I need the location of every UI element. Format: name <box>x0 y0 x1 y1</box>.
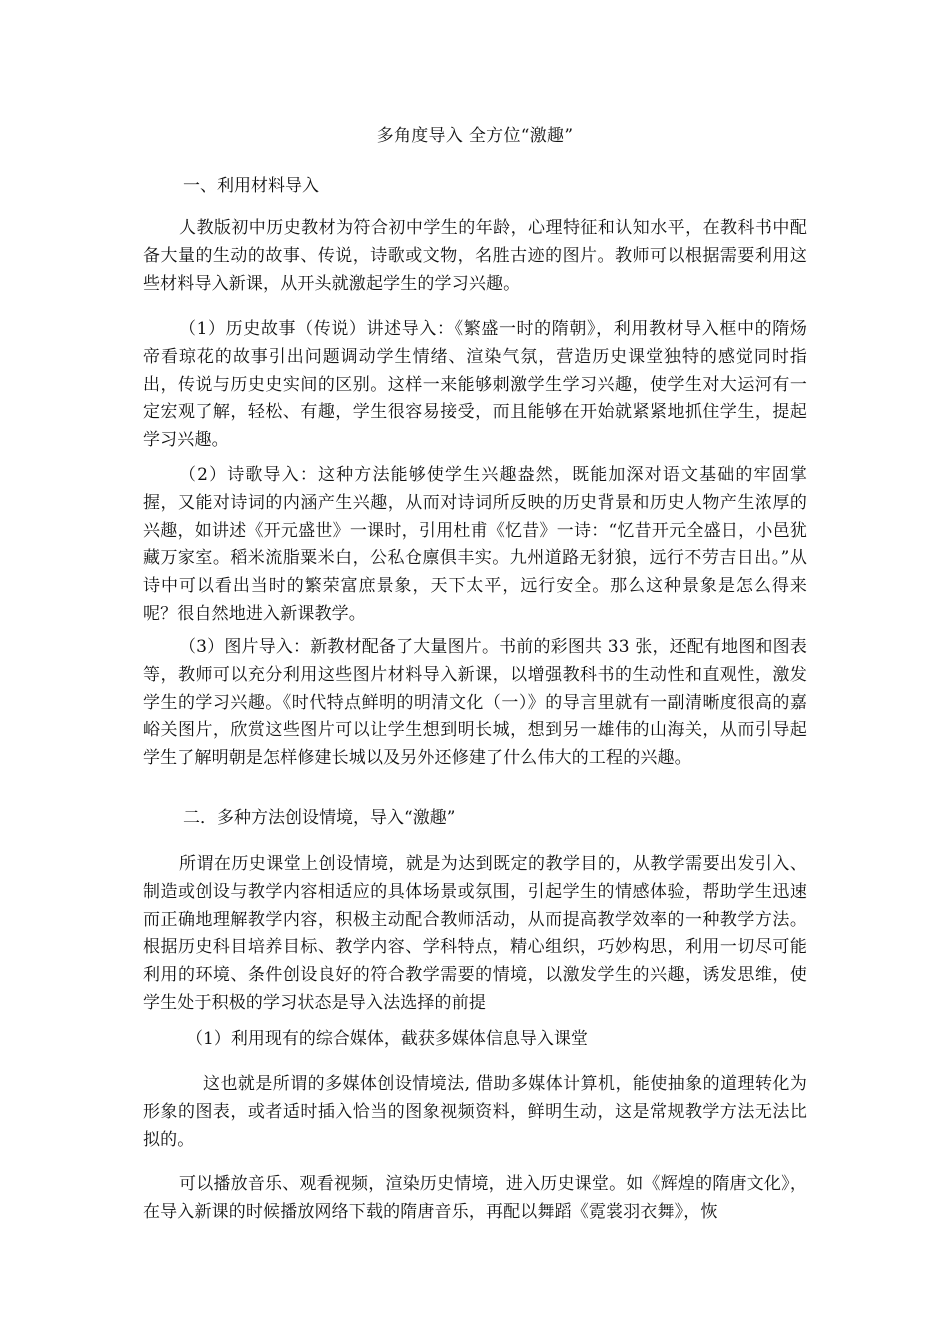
paragraph-situation-intro: 所谓在历史课堂上创设情境，就是为达到既定的教学目的，从教学需要出发引入、制造或创设与教学内容相适应的具体场景或氛围，引起学生的情感体验，帮助学生迅速而正确地理解教学内容，积极主动配合教师活动，从而提高教学效率的一种教学方法。根据历史科目培养目标、教学内容、学科特点，精心组织，巧妙构思，利用一切尽可能利用的环境、条件创设良好的符合教学需要的情境，以激发学生的兴趣，诱发思维，使学生处于积极的学习状态是导入法选择的前提 <box>143 854 807 1013</box>
sub-heading-multimedia: （1）利用现有的综合媒体，截获多媒体信息导入课堂 <box>186 1029 588 1049</box>
paragraph-poetry-import: （2）诗歌导入：这种方法能够使学生兴趣盎然，既能加深对语文基础的牢固掌握，又能对诗词的内涵产生兴趣，从而对诗词所反映的历史背景和历史人物产生浓厚的兴趣，如讲述《开元盛世》一课时，引用杜甫《忆昔》一诗：“忆昔开元全盛日，小邑犹藏万家室。稻米流脂粟米白，公私仓廪俱丰实。九州道路无豺狼，远行不劳吉日出。”从诗中可以看出当时的繁荣富庶景象，天下太平，远行安全。那么这种景象是怎么得来呢？很自然地进入新课教学。 <box>143 465 807 624</box>
paragraph-story-import: （1）历史故事（传说）讲述导入：《繁盛一时的隋朝》，利用教材导入框中的隋炀帝看琼花的故事引出问题调动学生情绪、渲染气氛，营造历史课堂独特的感觉同时指出，传说与历史史实间的区别。这样一来能够刺激学生学习兴趣，使学生对大运河有一定宏观了解，轻松、有趣，学生很容易接受，而且能够在开始就紧紧地抓住学生，提起学习兴趣。 <box>143 319 807 451</box>
document-title: 多角度导入 全方位“激趣” <box>376 126 574 146</box>
paragraph-music-video: 可以播放音乐、观看视频，渲染历史情境，进入历史课堂。如《辉煌的隋唐文化》，在导入新课的时候播放网络下载的隋唐音乐，再配以舞蹈《霓裳羽衣舞》，恢 <box>143 1174 807 1222</box>
section-heading-2: 二．多种方法创设情境，导入“激趣” <box>183 808 456 828</box>
paragraph-picture-import: （3）图片导入：新教材配备了大量图片。书前的彩图共 33 张，还配有地图和图表等，教师可以充分利用这些图片材料导入新课，以增强教科书的生动性和直观性，激发学生的学习兴趣。《时代特点鲜明的明清文化（一）》的导言里就有一副清晰度很高的嘉峪关图片，欣赏这些图片可以让学生想到明长城，想到另一雄伟的山海关，从而引导起学生了解明朝是怎样修建长城以及另外还修建了什么伟大的工程的兴趣。 <box>143 637 807 769</box>
paragraph-materials-intro: 人教版初中历史教材为符合初中学生的年龄，心理特征和认知水平，在教科书中配备大量的生动的故事、传说，诗歌或文物，名胜古迹的图片。教师可以根据需要利用这些材料导入新课，从开头就激起学生的学习兴趣。 <box>143 218 807 294</box>
section-heading-1: 一、利用材料导入 <box>183 176 319 196</box>
paragraph-multimedia-method: 这也就是所谓的多媒体创设情境法, 借助多媒体计算机，能使抽象的道理转化为形象的图表，或者适时插入恰当的图象视频资料，鲜明生动，这是常规教学方法无法比拟的。 <box>143 1074 807 1150</box>
